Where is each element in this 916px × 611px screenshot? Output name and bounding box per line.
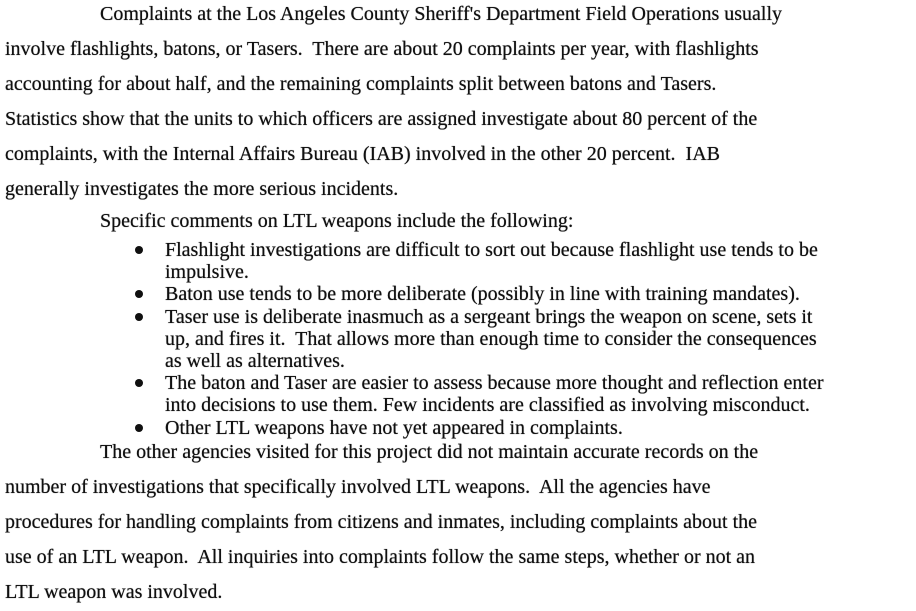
paragraph-1 bbox=[5, 0, 916, 207]
bullet-item bbox=[0, 283, 916, 305]
bullet-icon bbox=[135, 313, 143, 321]
bullet-text bbox=[165, 372, 916, 416]
text-line: Complaints at the Los Angeles County Sheriff's Department Field Operations usually bbox=[100, 3, 783, 25]
bullet-icon bbox=[135, 424, 143, 432]
bullet-text bbox=[165, 283, 916, 305]
bullet-line: The baton and Taser are easier to assess because more thought and reflection enter bbox=[165, 372, 824, 395]
bullet-text bbox=[165, 239, 916, 283]
text-line: LTL weapon was involved. bbox=[5, 581, 223, 603]
text-line: number of investigations that specifically involved LTL weapons. All the agencies have bbox=[5, 476, 711, 498]
paragraph-3 bbox=[5, 435, 916, 610]
bullet-list bbox=[0, 239, 916, 439]
bullet-line: as well as alternatives. bbox=[165, 350, 345, 373]
bullet-line: Baton use tends to be more deliberate (possibly in line with training mandates). bbox=[165, 283, 800, 306]
text-line: accounting for about half, and the remaining complaints split between batons and Tasers. bbox=[5, 73, 717, 95]
text-line: procedures for handling complaints from citizens and inmates, including complaints about the bbox=[5, 511, 758, 533]
bullet-icon bbox=[135, 290, 143, 298]
text-line: involve flashlights, batons, or Tasers. There are about 20 complaints per year, with flashlights bbox=[5, 38, 759, 60]
text-line: use of an LTL weapon. All inquiries into complaints follow the same steps, whether or not an bbox=[5, 546, 756, 568]
bullet-item bbox=[0, 306, 916, 373]
text-line: Statistics show that the units to which officers are assigned investigate about 80 percent of the bbox=[5, 108, 758, 130]
bullet-line: up, and fires it. That allows more than enough time to consider the consequences bbox=[165, 327, 817, 350]
text-line: The other agencies visited for this project did not maintain accurate records on the bbox=[100, 441, 759, 463]
text-line: complaints, with the Internal Affairs Bureau (IAB) involved in the other 20 percent. IAB bbox=[5, 143, 720, 165]
bullet-line: into decisions to use them. Few incidents are classified as involving misconduct. bbox=[165, 394, 810, 417]
bullet-line: impulsive. bbox=[165, 261, 249, 284]
text-line: generally investigates the more serious incidents. bbox=[5, 178, 399, 200]
bullet-line: Taser use is deliberate inasmuch as a sergeant brings the weapon on scene, sets it bbox=[165, 305, 813, 328]
bullet-item bbox=[0, 239, 916, 283]
bullet-icon bbox=[135, 246, 143, 254]
bullet-line: Flashlight investigations are difficult to sort out because flashlight use tends to be bbox=[165, 239, 818, 261]
bullet-line: Other LTL weapons have not yet appeared in complaints. bbox=[165, 416, 623, 439]
paragraph-2-lead-in bbox=[5, 204, 916, 239]
text-line: Specific comments on LTL weapons include the following: bbox=[100, 210, 574, 232]
bullet-icon bbox=[135, 379, 143, 387]
bullet-text bbox=[165, 306, 916, 373]
bullet-item bbox=[0, 372, 916, 416]
